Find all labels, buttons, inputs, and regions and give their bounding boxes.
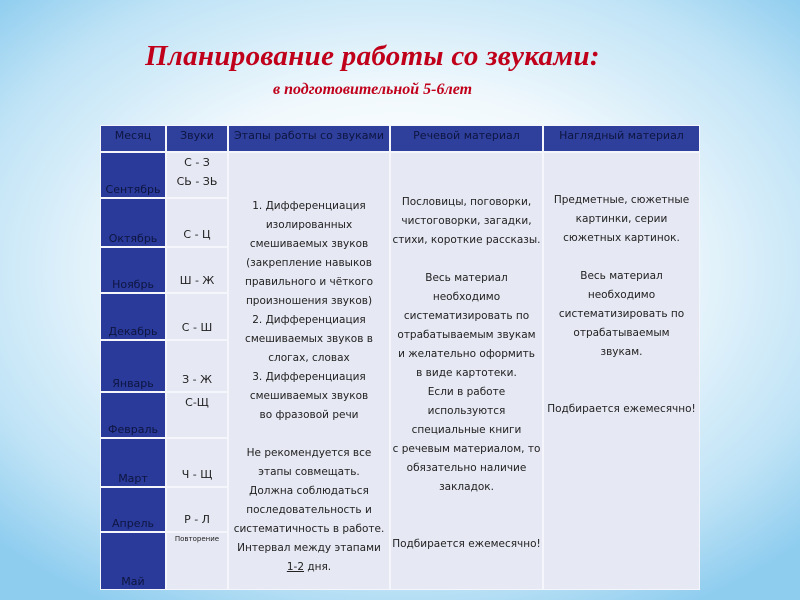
visual-material-cell: Предметные, сюжетные картинки, серии сюжетных картинок. Весь материал необходимо систематизировать по отрабатываемым звукам. Подбирается ежемесячно! <box>543 152 700 590</box>
page-subtitle: в подготовительной 5-6лет <box>272 81 473 98</box>
month-cell <box>100 152 166 198</box>
month-label: Ноябрь <box>112 278 154 291</box>
month-label: Март <box>118 472 148 485</box>
sounds-label: С - З СЬ - ЗЬ <box>176 156 218 188</box>
month-label: Декабрь <box>108 325 158 338</box>
header-stages: Этапы работы со звуками <box>228 125 390 152</box>
sounds-cell <box>166 392 228 438</box>
speech-material-cell: Пословицы, поговорки, чистоговорки, загадки, стихи, короткие рассказы. Весь материал необходимо систематизировать по отрабатываемым звукам и желательно оформить в виде картотеки. Если в работе используются специальные книги с речевым материалом, то обязательно наличие закладок. Подбирается ежемесячно! <box>390 152 543 590</box>
sounds-label: С-Щ <box>185 396 209 409</box>
month-cell <box>100 438 166 487</box>
month-cell <box>100 247 166 293</box>
month-cell <box>100 198 166 247</box>
sounds-label: С - Ш <box>181 321 213 334</box>
header-sounds: Звуки <box>166 125 228 152</box>
stages-cell <box>228 152 390 590</box>
sounds-label: Ч - Щ <box>181 468 213 481</box>
month-label: Февраль <box>108 423 158 436</box>
sounds-cell <box>166 532 228 590</box>
sounds-cell <box>166 152 228 198</box>
sounds-cell <box>166 198 228 247</box>
sounds-label: Ш - Ж <box>179 274 215 287</box>
sounds-cell <box>166 487 228 532</box>
month-cell <box>100 293 166 340</box>
sounds-cell <box>166 293 228 340</box>
sounds-label: С - Ц <box>183 228 211 241</box>
month-label: Май <box>121 575 145 588</box>
month-label: Сентябрь <box>105 183 161 196</box>
interval-suffix: дня. <box>304 561 332 573</box>
sounds-cell <box>166 247 228 293</box>
plan-table <box>100 125 700 590</box>
interval-value: 1-2 <box>286 561 305 573</box>
month-label: Апрель <box>112 517 154 530</box>
sounds-label: З - Ж <box>182 373 212 386</box>
sounds-cell <box>166 438 228 487</box>
month-cell <box>100 340 166 392</box>
sounds-cell <box>166 340 228 392</box>
month-cell <box>100 532 166 590</box>
month-label: Январь <box>112 377 154 390</box>
page-title: Планирование работы со звуками: <box>145 40 600 72</box>
month-cell <box>100 392 166 438</box>
header-month: Месяц <box>100 125 166 152</box>
repeat-note: Повторение <box>174 535 220 543</box>
sounds-label: Р - Л <box>184 513 210 526</box>
month-label: Октябрь <box>108 232 158 245</box>
month-cell <box>100 487 166 532</box>
header-visual: Наглядный материал <box>543 125 700 152</box>
header-speech: Речевой материал <box>390 125 543 152</box>
stages-text: 1. Дифференциация изолированных смешиваемых звуков (закрепление навыков правильного и чёткого произношения звуков) 2. Дифференциация смешиваемых звуков в слогах, словах 3. Дифференциация смешиваемых звуков во фразовой речи Не рекомендуется все этапы совмещать. Должна соблюдаться последовательность и систематичность в работе. Интервал между этапами <box>233 200 385 554</box>
